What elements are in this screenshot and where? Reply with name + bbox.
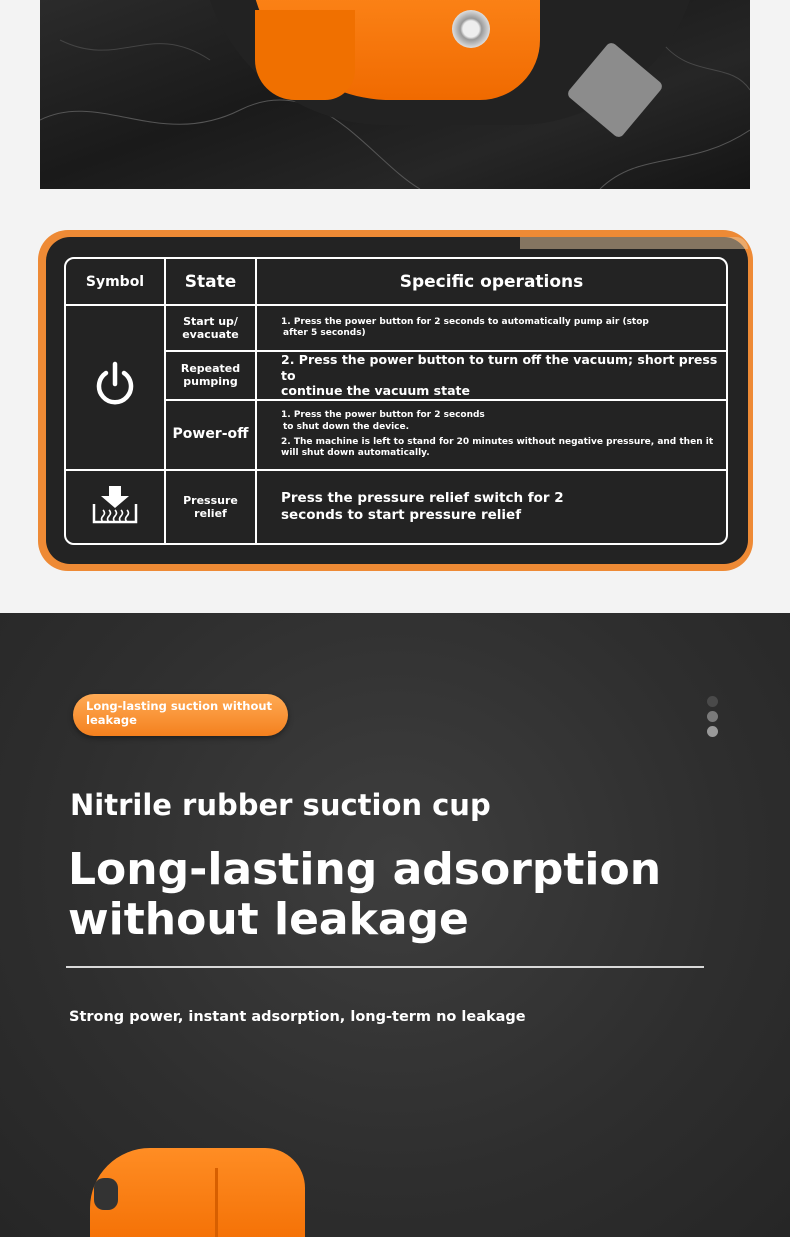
header-state: State: [166, 259, 257, 306]
state-repeated-pumping: Repeated pumping: [166, 352, 257, 401]
device-button: [94, 1178, 118, 1210]
feature-title: Long-lasting adsorption without leakage: [68, 844, 662, 945]
instructions-table: [64, 257, 728, 545]
feature-tagline: Strong power, instant adsorption, long-term no leakage: [69, 1009, 526, 1025]
product-image-bottom: [90, 1148, 305, 1237]
panel-highlight: [520, 237, 748, 249]
device-seam: [215, 1168, 218, 1237]
header-symbol: Symbol: [66, 259, 166, 306]
header-operations: Specific operations: [257, 259, 726, 306]
power-symbol-cell: [66, 306, 166, 471]
dot-indicator[interactable]: [707, 726, 718, 737]
screw-icon: [452, 10, 490, 48]
pagination-dots: [707, 696, 718, 741]
table-header-row: [66, 259, 726, 306]
feature-badge: Long-lasting suction without leakage: [73, 694, 288, 736]
divider: [66, 966, 704, 968]
state-power-off: Power-off: [166, 401, 257, 471]
product-photo: [40, 0, 750, 189]
power-icon: [92, 360, 138, 410]
operations-start-up: 1. Press the power button for 2 seconds to automatically pump air (stop after 5 seconds): [257, 306, 726, 352]
device-orange-tab: [255, 10, 355, 100]
operations-pressure-relief: Press the pressure relief switch for 2 seconds to start pressure relief: [281, 490, 564, 523]
feature-subtitle: Nitrile rubber suction cup: [70, 788, 491, 822]
pressure-symbol-cell: [66, 471, 166, 543]
table-row: [66, 471, 726, 543]
pressure-relief-icon: [91, 484, 139, 526]
device-orange-body: [90, 1148, 305, 1237]
dot-indicator[interactable]: [707, 696, 718, 707]
state-pressure-relief: Pressure relief: [166, 471, 257, 543]
state-start-up: Start up/ evacuate: [166, 306, 257, 352]
operations-power-off: 1. Press the power button for 2 seconds to shut down the device. 2. The machine is left to stand for 20 minutes without negative pressure, and then it will shut down automatically.: [257, 401, 726, 471]
table-row: [66, 306, 726, 352]
operations-repeated-pumping: 2. Press the power button to turn off the vacuum; short press to continue the vacuum state: [257, 352, 726, 401]
dot-indicator[interactable]: [707, 711, 718, 722]
